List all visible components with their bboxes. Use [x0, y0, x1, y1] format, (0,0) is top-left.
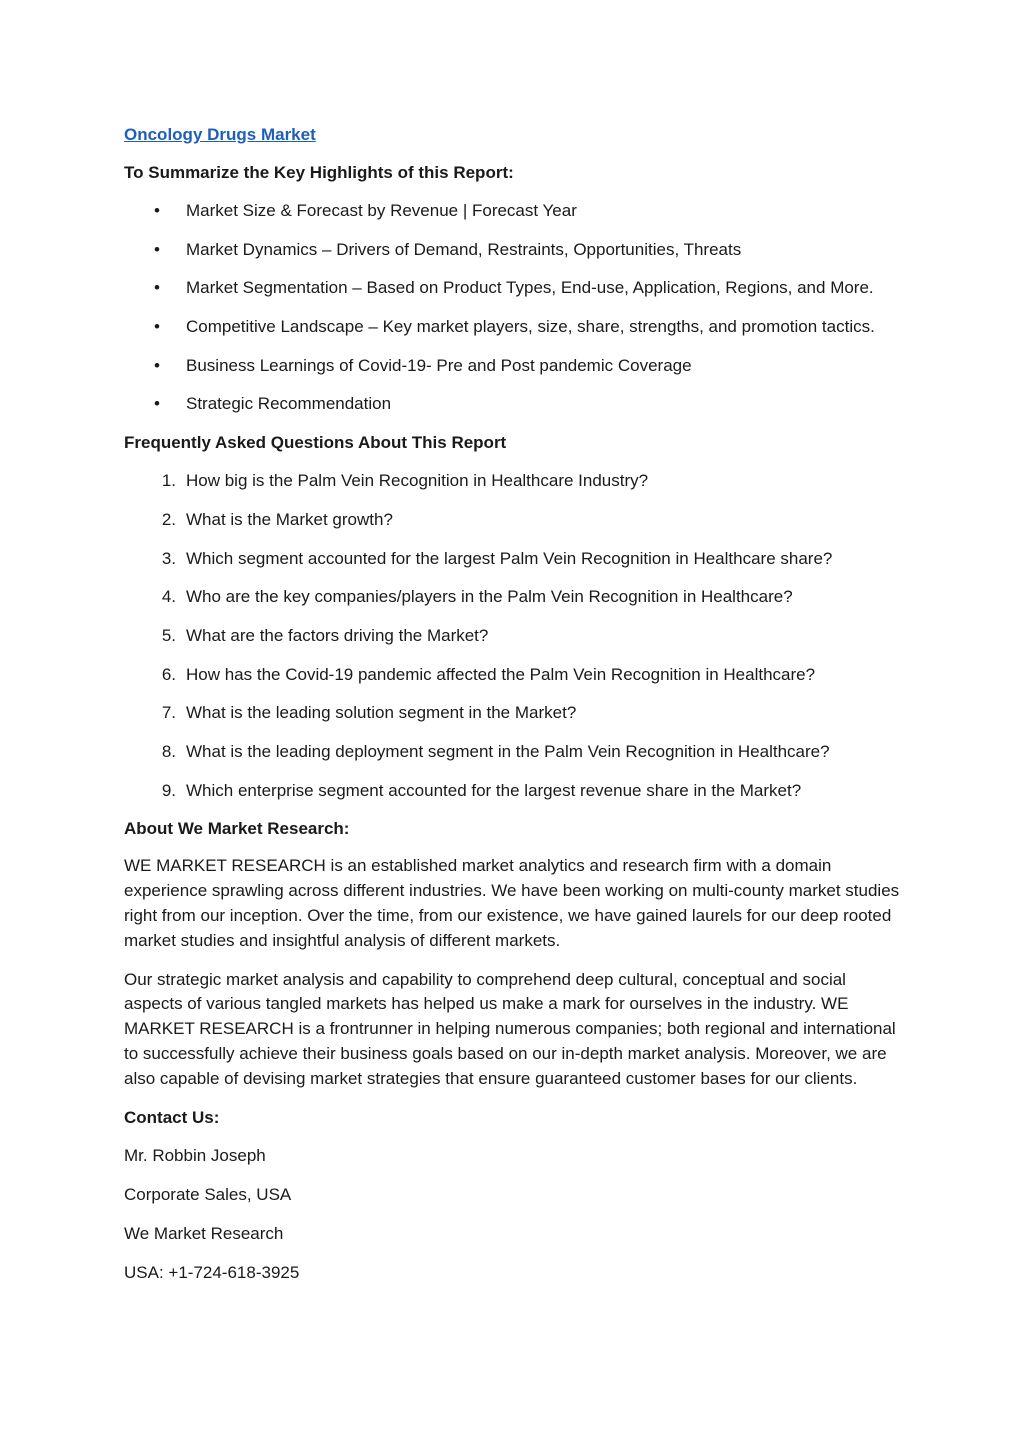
list-item [124, 275, 906, 301]
bullet-icon: • [154, 317, 160, 337]
contact-name: Mr. Robbin Joseph [124, 1146, 266, 1166]
list-item-text: Market Size & Forecast by Revenue | Forecast Year [186, 201, 577, 220]
faq-heading: Frequently Asked Questions About This Report [124, 433, 507, 453]
faq-item-text: What is the leading deployment segment in the Palm Vein Recognition in Healthcare? [186, 741, 830, 761]
faq-item-number: 2. [161, 509, 176, 529]
list-item [124, 353, 906, 379]
bullet-icon: • [154, 239, 160, 259]
contact-heading: Contact Us: [124, 1108, 220, 1128]
faq-item-number: 6. [161, 664, 176, 684]
contact-title: Corporate Sales, USA [124, 1185, 292, 1205]
faq-item [124, 700, 906, 726]
bullet-icon: • [154, 278, 160, 298]
list-item [124, 391, 906, 417]
faq-item-number: 8. [161, 741, 176, 761]
list-item-text: Market Segmentation – Based on Product Types, End-use, Application, Regions, and More. [186, 278, 874, 298]
list-item [124, 237, 906, 263]
title-link[interactable]: Oncology Drugs Market [124, 125, 316, 144]
faq-list [124, 468, 906, 804]
faq-item-number: 9. [161, 780, 176, 800]
list-item-text: Strategic Recommendation [186, 394, 392, 414]
faq-item [124, 739, 906, 765]
list-item [124, 314, 906, 340]
document-page [124, 122, 906, 1298]
list-item-text: Competitive Landscape – Key market players, size, share, strengths, and promotion tactics. [186, 317, 875, 337]
faq-item-number: 1. [161, 471, 176, 491]
about-paragraph: WE MARKET RESEARCH is an established market analytics and research firm with a domain experience sprawling across different industries. We have been working on multi-county market studies right from our inception. Over the time, from our existence, we have gained laurels for our deep rooted market studies and insightful analysis of different markets. [124, 856, 900, 950]
bullet-icon: • [154, 355, 160, 375]
faq-item-text: What is the leading solution segment in the Market? [186, 703, 577, 723]
list-item-text: Market Dynamics – Drivers of Demand, Restraints, Opportunities, Threats [186, 239, 742, 259]
faq-item-text: How has the Covid-19 pandemic affected the Palm Vein Recognition in Healthcare? [186, 664, 816, 684]
faq-item [124, 662, 906, 688]
faq-item [124, 584, 906, 610]
faq-item-text: Which enterprise segment accounted for the largest revenue share in the Market? [186, 780, 802, 800]
about-paragraph: Our strategic market analysis and capability to comprehend deep cultural, conceptual and social aspects of various tangled markets has helped us make a mark for ourselves in the industry. WE MARKET RESEARCH is a frontrunner in helping numerous companies; both regional and international to successfully achieve their business goals based on our in-depth market analysis. Moreover, we are also capable of devising market strategies that ensure guaranteed customer bases for our clients. [124, 969, 896, 1088]
contact-company: We Market Research [124, 1223, 284, 1243]
faq-item-text: How big is the Palm Vein Recognition in Healthcare Industry? [186, 471, 649, 491]
list-item-text: Business Learnings of Covid-19- Pre and Post pandemic Coverage [186, 355, 692, 375]
bullet-icon: • [154, 201, 160, 220]
faq-item-text: What are the factors driving the Market? [186, 625, 489, 645]
list-item [124, 198, 906, 224]
bullet-icon: • [154, 394, 160, 414]
faq-item [124, 507, 906, 533]
highlights-heading: To Summarize the Key Highlights of this Report: [124, 163, 514, 182]
contact-phone[interactable]: USA: +1-724-618-3925 [124, 1262, 300, 1282]
faq-item [124, 546, 906, 572]
faq-item-text: What is the Market growth? [186, 509, 393, 529]
faq-item [124, 623, 906, 649]
faq-item-number: 5. [161, 625, 176, 645]
faq-item-number: 7. [161, 703, 176, 723]
faq-item-number: 3. [161, 548, 176, 568]
about-heading: About We Market Research: [124, 819, 350, 839]
faq-item [124, 468, 906, 494]
faq-item-text: Which segment accounted for the largest Palm Vein Recognition in Healthcare share? [186, 548, 833, 568]
faq-item-number: 4. [161, 587, 176, 607]
highlights-list [124, 198, 906, 417]
faq-item-text: Who are the key companies/players in the Palm Vein Recognition in Healthcare? [186, 587, 793, 607]
faq-item [124, 778, 906, 804]
